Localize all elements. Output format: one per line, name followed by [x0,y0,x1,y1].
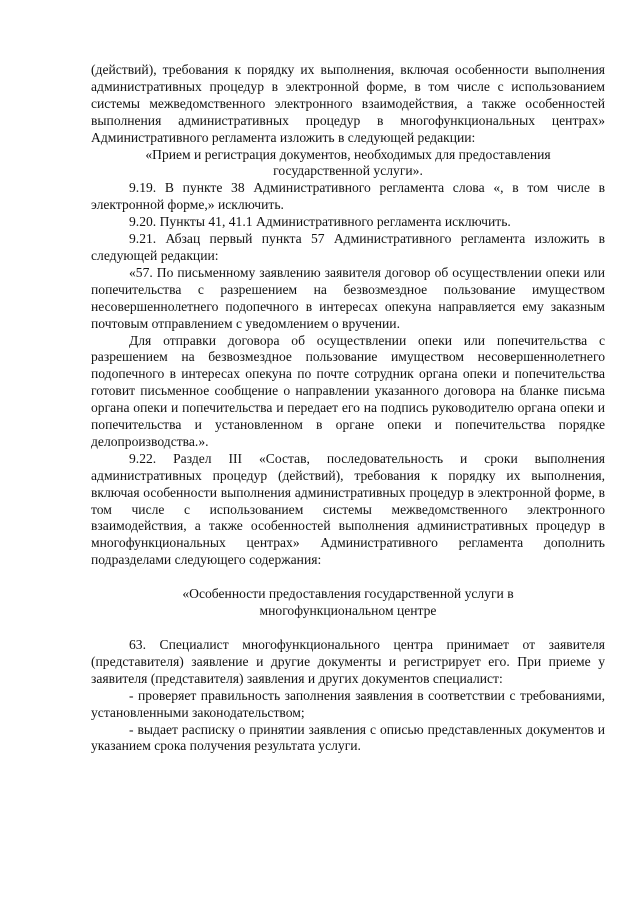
paragraph-63: 63. Специалист многофункционального центра принимает от заявителя (представителя) заявление и другие документы и регистрирует его. При приеме у заявителя (представителя) заявления и других документов специалист: [91,637,605,686]
paragraph-intro: (действий), требования к порядку их выполнения, включая особенности выполнения административных процедур в электронной форме, в том числе с использованием системы межведомственного электронного взаимодействия, а также особенностей выполнения административных процедур в многофункциональных центрах» Административного регламента изложить в следующей редакции: [91,62,605,145]
list-item-receipt: - выдает расписку о принятии заявления с описью представленных документов и указанием срока получения результата услуги. [91,721,605,754]
section-title: «Особенности предоставления государственной услуги в многофункциональном центре [182,586,514,619]
paragraph-9-22: 9.22. Раздел III «Состав, последовательность и сроки выполнения административных процедур (действий), требования к порядку их выполнения, включая особенности выполнения административных процедур в электронной форме, в том числе с использованием системы межведомственного электронного взаимодействия, а также особенностей выполнения административных процедур в многофункциональных центрах» Административного регламента дополнить подразделами следующего содержания: [91,450,605,568]
document-page [91,62,605,755]
paragraph-9-21: 9.21. Абзац первый пункта 57 Административного регламента изложить в следующей редакции: [91,231,605,263]
quoted-heading: «Прием и регистрация документов, необходимых для предоставления государственной услуги». [145,146,551,179]
paragraph-9-19: 9.19. В пункте 38 Административного регламента слова «, в том числе в электронной форме,» исключить. [91,180,605,213]
paragraph-57: «57. По письменному заявлению заявителя договор об осуществлении опеки или попечительства с разрешением на безвозмездное пользование имуществом несовершеннолетнего подопечного в интересах опекуна направляется ему заказным почтовым отправлением с уведомлением о вручении. [91,264,605,331]
paragraph-9-20: 9.20. Пункты 41, 41.1 Административного регламента исключить. [129,214,511,230]
list-item-check: - проверяет правильность заполнения заявления в соответствии с требованиями, установленными законодательством; [91,687,605,720]
paragraph-sending: Для отправки договора об осуществлении опеки или попечительства с разрешением на безвозмездное пользование имуществом несовершеннолетнего подопечного в интересах опекуна по почте сотрудник органа опеки и попечительства готовит письменное сообщение о направлении указанного договора на бланке письма органа опеки и попечительства и передает его на подпись руководителю органа опеки и попечительства и установленном в органе опеки и попечительства порядке делопроизводства.». [91,332,605,449]
